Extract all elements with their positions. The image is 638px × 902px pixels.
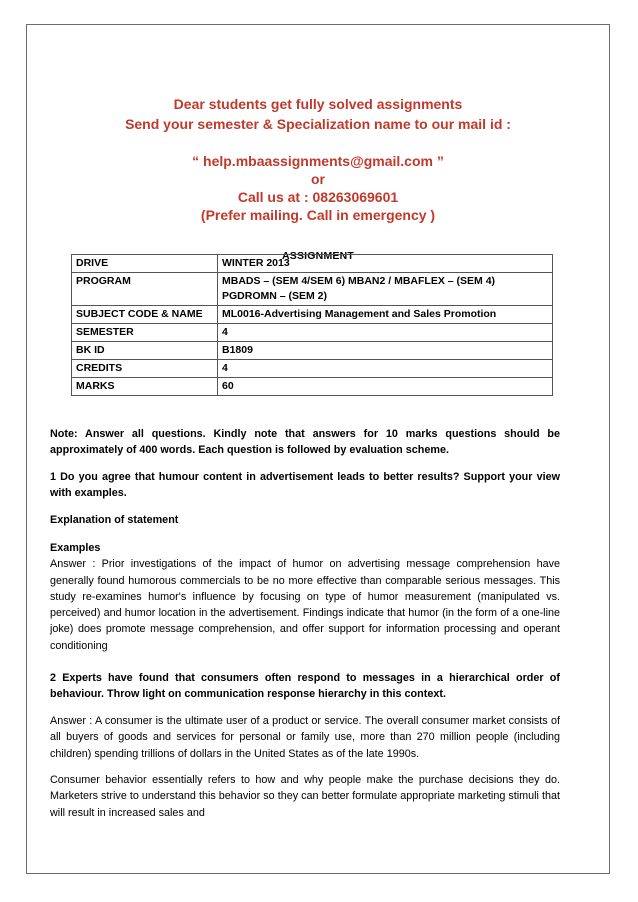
assignment-title: ASSIGNMENT [281,250,354,262]
answer-1-text: Answer : Prior investigations of the impact of humor on advertising message comprehension have generally found humorous commercials to be no more effective than comparable serious messages. This study re-examines humor's influence by focusing on type of humor measurement (manipulated vs. perceived) and humor location in the advertisement. Findings indicate that humor (in the form of a one-line joke) does promote message comprehension, and offer support for information processing and operant conditioning [50,558,560,652]
note-paragraph [50,426,560,459]
table-row [72,324,553,342]
question-2-text: 2 Experts have found that consumers often respond to messages in a hierarchical order of behaviour. Throw light on communication response hierarchy in this context. [50,672,560,701]
table-row [72,342,553,360]
answer-2 [50,713,560,762]
question-2 [50,670,560,703]
table-row [72,255,553,273]
table-key: MARKS [72,378,218,396]
table-value: 4 [218,360,553,378]
header-email: “ help.mbaassignments@gmail.com ” [192,153,444,169]
table-key: PROGRAM [72,273,218,306]
examples-heading: Examples [50,542,101,554]
table-key: CREDITS [72,360,218,378]
header-or: or [311,171,325,187]
table-key: SEMESTER [72,324,218,342]
table-key: SUBJECT CODE & NAME [72,306,218,324]
table-value: B1809 [218,342,553,360]
header-line-1: Dear students get fully solved assignments [173,96,463,112]
assignment-info-table [71,254,553,396]
table-value: 60 [218,378,553,396]
table-row [72,360,553,378]
header-call: Call us at : 08263069601 [237,189,399,205]
explanation-heading: Explanation of statement [50,514,179,526]
header-prefer: (Prefer mailing. Call in emergency ) [200,207,436,223]
table-value: MBADS – (SEM 4/SEM 6) MBAN2 / MBAFLEX – (SEM 4) PGDROMN – (SEM 2) [218,273,553,306]
paragraph-3-text: Consumer behavior essentially refers to how and why people make the purchase decisions they do. Marketers strive to understand this behavior so they can better formulate appropriate marketing stimuli that will result in increased sales and [50,774,560,819]
table-value: ML0016-Advertising Management and Sales Promotion [218,306,553,324]
note-text: Note: Answer all questions. Kindly note that answers for 10 marks questions should be approximately of 400 words. Each question is followed by evaluation scheme. [50,428,560,457]
header-line-2: Send your semester & Specialization name to our mail id : [125,116,511,132]
table-key: DRIVE [72,255,218,273]
examples-section [50,540,560,654]
table-value: 4 [218,324,553,342]
table-row [72,306,553,324]
table-value: WINTER 2013 [218,255,553,273]
question-1-text: 1 Do you agree that humour content in advertisement leads to better results? Support your view with examples. [50,471,560,500]
answer-2-text: Answer : A consumer is the ultimate user of a product or service. The overall consumer market consists of all buyers of goods and services for personal or family use, more than 270 million people (including children) spending trillions of dollars in the United States as of the late 1990s. [50,715,560,760]
table-key: BK ID [72,342,218,360]
paragraph-3 [50,772,560,821]
table-row [72,273,553,306]
question-1 [50,469,560,502]
table-row [72,378,553,396]
